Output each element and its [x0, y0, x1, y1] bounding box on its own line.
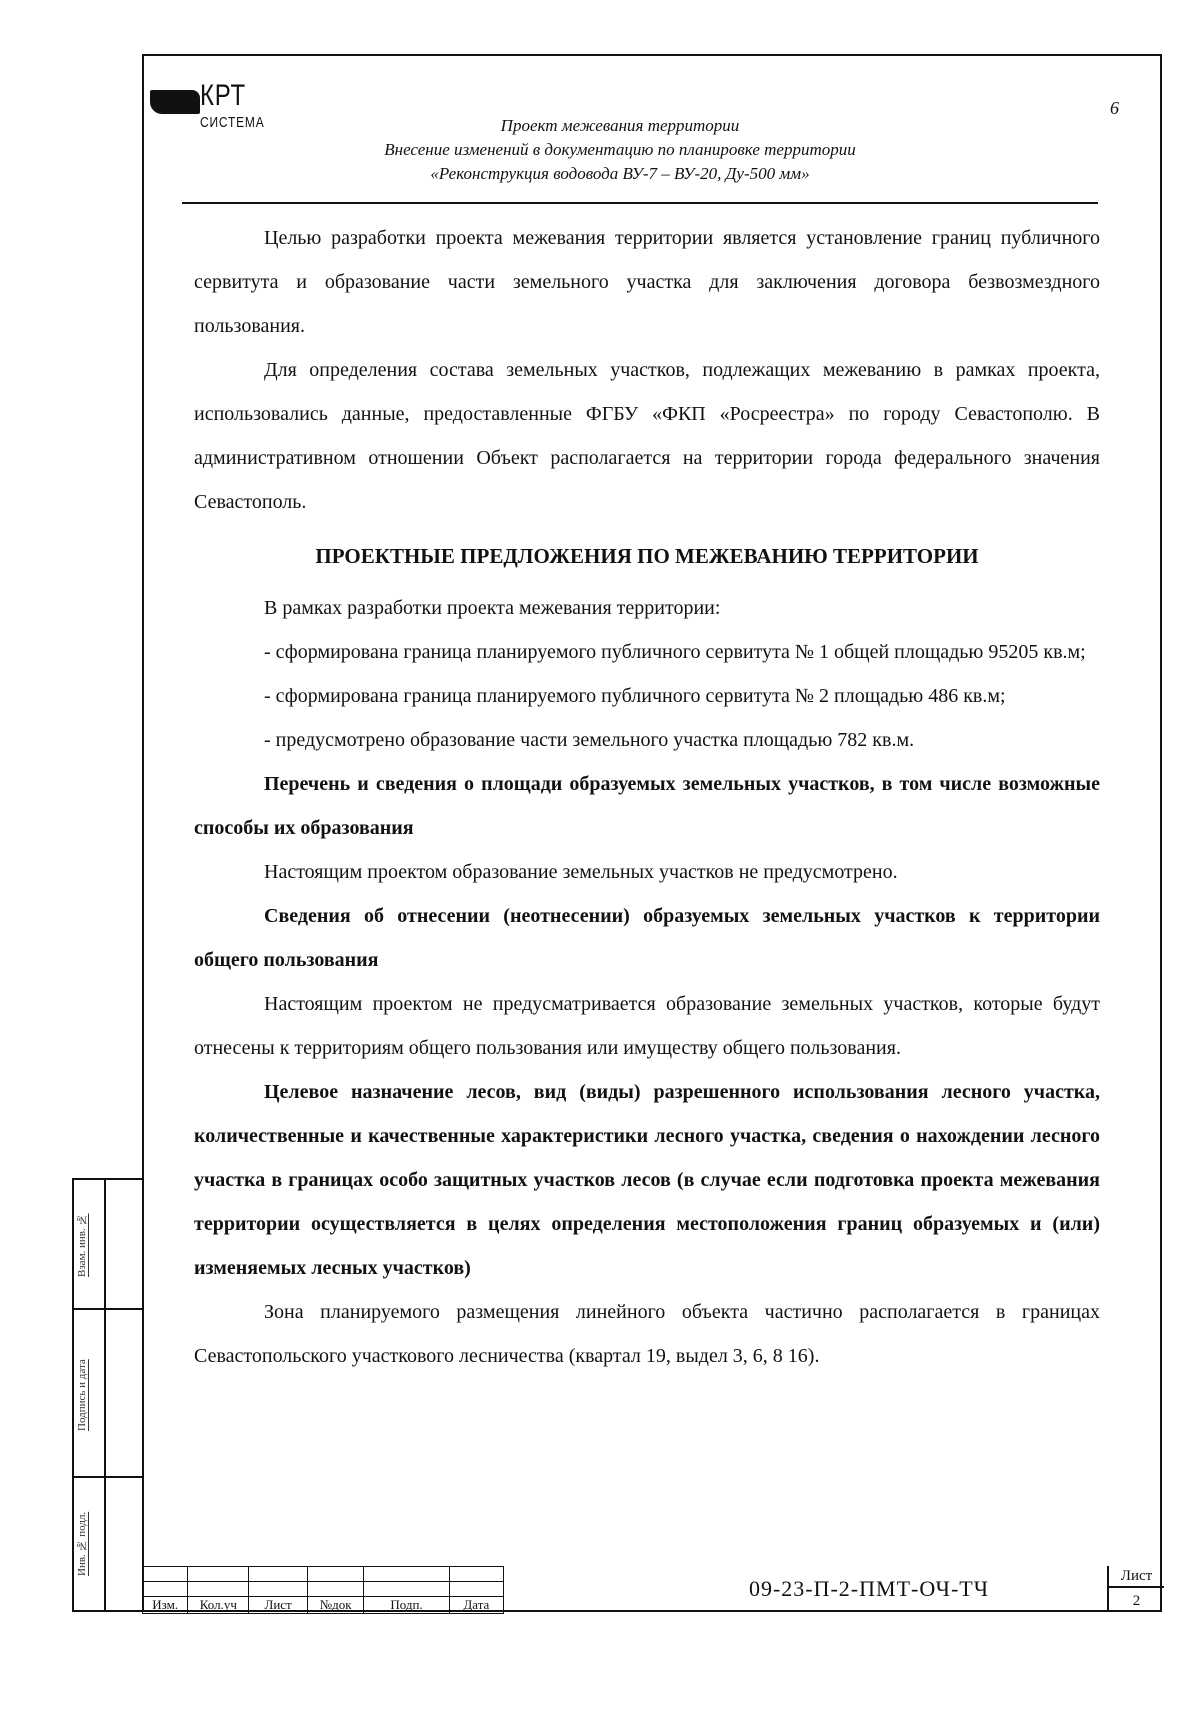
- logo-subtext: СИСТЕМА: [200, 114, 265, 131]
- paragraph: Зона планируемого размещения линейного объекта частично располагается в границах Севастопольского участкового лесничества (квартал 19, выдел 3, 6, 8 16).: [194, 1301, 1100, 1367]
- subsection-heading: Целевое назначение лесов, вид (виды) разрешенного использования лесного участка, количественные и качественные характеристики лесного участка, сведения о нахождении лесного участка в границах особо защитных участков лесов (в случае если подготовка проекта межевания территории осуществляется в целях определения местоположения границ образуемых и (или) изменяемых лесных участков): [194, 1081, 1100, 1279]
- header-divider: [182, 202, 1098, 204]
- revision-table: [142, 1566, 504, 1614]
- logo-text: КРТ: [200, 79, 246, 112]
- subsection-heading: Сведения об отнесении (неотнесении) образуемых земельных участков к территории общего пользования: [194, 905, 1100, 971]
- paragraph: Для определения состава земельных участков, подлежащих межеванию в рамках проекта, использовались данные, предоставленные ФГБУ «ФКП «Росреестра» по городу Севастополю. В административном отношении Объект располагается на территории города федерального значения Севастополь.: [194, 359, 1100, 513]
- column-label: Дата: [449, 1597, 503, 1614]
- logo-mark-icon: [150, 90, 200, 114]
- header-line-1: Проект межевания территории: [500, 116, 740, 135]
- paragraph: Целью разработки проекта межевания территории является установление границ публичного сервитута и образование части земельного участка для заключения договора безвозмездного пользования.: [194, 227, 1100, 337]
- header-line-3: «Реконструкция водовода ВУ-7 – ВУ-20, Ду-500 мм»: [430, 164, 810, 183]
- page-number: 6: [1110, 98, 1119, 118]
- paragraph: Настоящим проектом образование земельных участков не предусмотрено.: [264, 861, 898, 883]
- document-header: [180, 114, 1060, 186]
- column-label: Подп.: [364, 1597, 449, 1614]
- sheet-value: 2: [1132, 1593, 1141, 1609]
- side-label-inv-original: Инв. № подл.: [76, 1511, 88, 1577]
- list-item: - предусмотрено образование части земельного участка площадью 782 кв.м.: [264, 729, 915, 751]
- column-label: Кол.уч: [188, 1597, 249, 1614]
- sheet-box: [1107, 1566, 1164, 1612]
- header-line-2: Внесение изменений в документацию по планировке территории: [384, 140, 856, 159]
- subsection-heading: Перечень и сведения о площади образуемых земельных участков, в том числе возможные способы их образования: [194, 773, 1100, 839]
- column-label: Лист: [249, 1597, 308, 1614]
- document-body: [194, 216, 1100, 1378]
- title-block: [142, 1566, 1162, 1612]
- column-label: Изм.: [143, 1597, 188, 1614]
- list-item: - сформирована граница планируемого публичного сервитута № 2 площадью 486 кв.м;: [264, 685, 1006, 707]
- column-label: №док: [307, 1597, 363, 1614]
- side-label-signature-date: Подпись и дата: [76, 1359, 88, 1431]
- side-label-replace-inv: Взам. инв. №: [76, 1213, 88, 1277]
- document-code: 09-23-П-2-ПМТ-ОЧ-ТЧ: [748, 1576, 990, 1601]
- paragraph: В рамках разработки проекта межевания территории:: [264, 597, 721, 619]
- paragraph: Настоящим проектом не предусматривается образование земельных участков, которые будут отнесены к территориям общего пользования или имуществу общего пользования.: [194, 993, 1100, 1059]
- list-item: - сформирована граница планируемого публичного сервитута № 1 общей площадью 95205 кв.м;: [264, 641, 1086, 663]
- binding-strip: [72, 1178, 144, 1612]
- section-heading: ПРОЕКТНЫЕ ПРЕДЛОЖЕНИЯ ПО МЕЖЕВАНИЮ ТЕРРИТОРИИ: [315, 544, 979, 568]
- sheet-label: Лист: [1109, 1566, 1164, 1588]
